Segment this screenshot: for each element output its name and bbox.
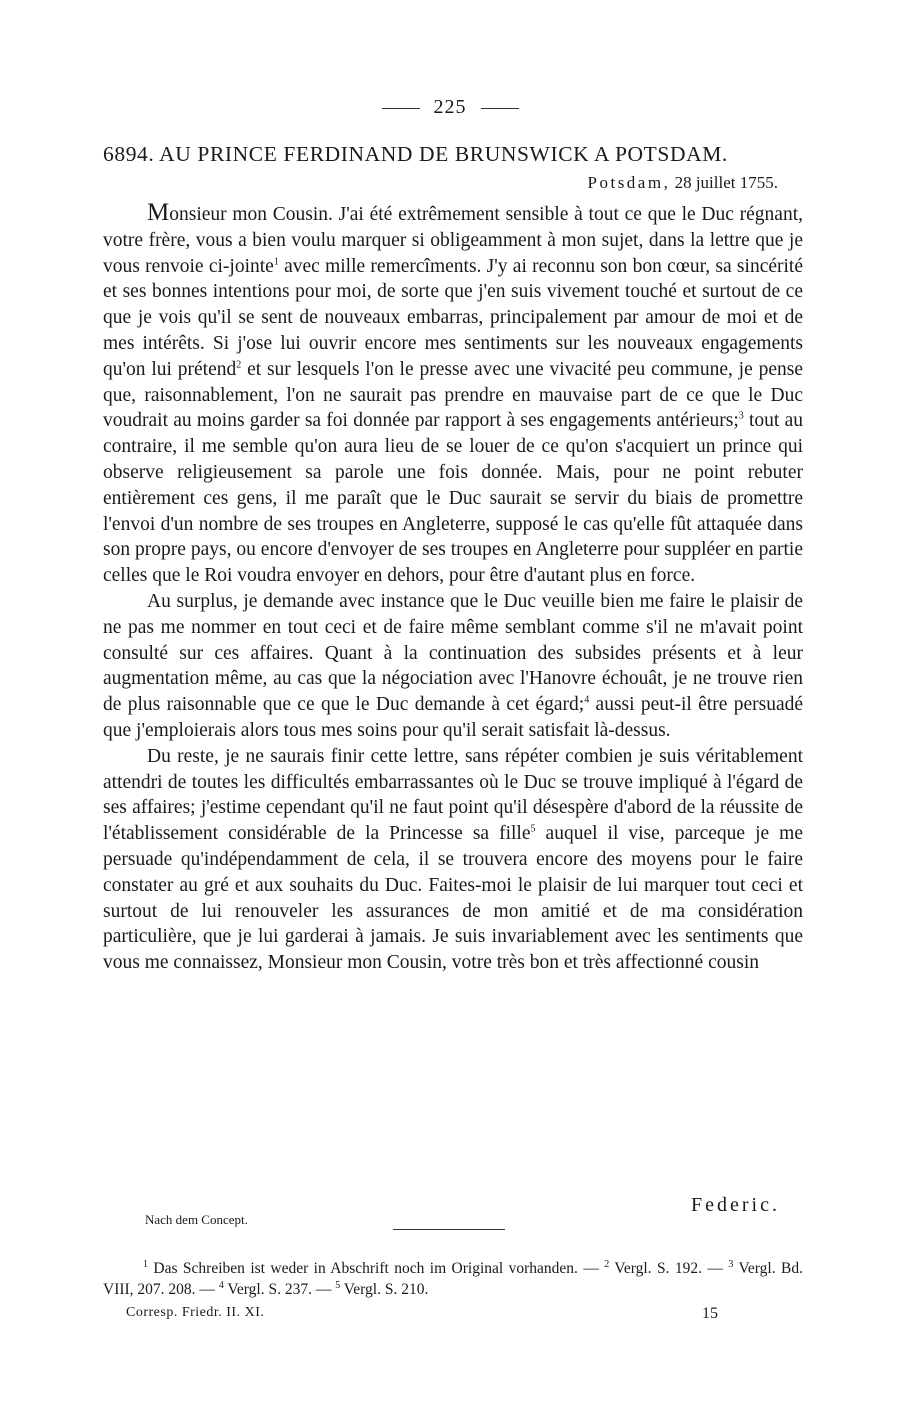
footnote-3-text: Vergl. Bd. VIII, 207. 208. — bbox=[103, 1260, 803, 1298]
paragraph-3-text-a: Du reste, je ne saurais finir cette lettre, sans répéter combien je suis véritablement attendri de toutes les difficultés embarrassantes où le Duc se trouve impliqué à l'égard de ses affaires; j'estime cependant qu'il ne faut point qu'il désespère d'abord de la réussite de l'établissement considérable de la Princesse sa fille bbox=[103, 745, 803, 845]
letter-heading: 6894. AU PRINCE FERDINAND DE BRUNSWICK A POTSDAM. bbox=[103, 142, 728, 166]
footnote-2-text: Vergl. S. 192. — bbox=[609, 1260, 729, 1277]
paragraph-1-text-c: et sur lesquels l'on le presse avec une vivacité peu commune, je pense que, raisonnablement, l'on ne saurait pas prendre en mauvaise part de ce que le Duc voudrait au moins garder sa foi donnée par rapport à ses engagements antérieurs; bbox=[103, 358, 803, 432]
footer-signature-right: 15 bbox=[702, 1305, 718, 1322]
footnote-ref-5: 5 bbox=[530, 823, 536, 835]
paragraph-2-text-b: aussi peut-il être persuadé que j'emploierais alors tous mes soins pour qu'il serait satisfait là-dessus. bbox=[103, 694, 804, 741]
paragraph-1-text-d: tout au contraire, il me semble qu'on aura lieu de se louer de ce qu'on s'acquiert un prince qui observe religieusement sa parole une fois donnée. Mais, pour ne point rebuter entièrement ces gens, il me paraît que le Duc saurait se servir du biais de promettre l'envoi d'un nombre de ses troupes en Angleterre, supposé le cas qu'elle fût attaquée dans son propre pays, ou encore d'envoyer de ses troupes en Angleterre pour suppléer en partie celles que le Roi voudra envoyer en dehors, pour être d'autant plus en force. bbox=[103, 410, 803, 587]
footnote-line bbox=[103, 1258, 803, 1300]
letter-body bbox=[103, 200, 803, 976]
footnotes bbox=[103, 1258, 803, 1300]
footnote-divider bbox=[393, 1229, 505, 1230]
footnote-4-text: Vergl. S. 237. — bbox=[223, 1281, 336, 1298]
page-number-rule-left bbox=[382, 108, 420, 109]
footnote-ref-2: 2 bbox=[236, 359, 242, 371]
footnote-marker-1: 1 bbox=[143, 1258, 148, 1270]
footnote-marker-3: 3 bbox=[728, 1258, 734, 1270]
paragraph-2-text-a: Au surplus, je demande avec instance que le Duc veuille bien me faire le plaisir de ne pas me nommer en tout ceci et de faire même semblant comme s'il ne m'avait point consulté sur ces affaires. Quant à la continuation des subsides présents et à leur augmentation même, au cas que la négociation avec l'Hanovre échouât, je ne trouve rien de plus raisonnable que ce que le Duc demande à cet égard; bbox=[103, 590, 803, 716]
page-number-rule-right bbox=[481, 108, 519, 109]
footer-signature-left: Corresp. Friedr. II. XI. bbox=[126, 1305, 265, 1320]
footnote-ref-3: 3 bbox=[738, 410, 744, 422]
footnote-ref-1: 1 bbox=[273, 256, 279, 268]
source-note: Nach dem Concept. bbox=[145, 1212, 248, 1227]
place: Potsdam, bbox=[587, 173, 671, 192]
paragraph-3-text-b: auquel il vise, parceque je me persuade qu'indépendamment de cela, il se trouvera encore des moyens pour le faire constater au gré et aux souhaits du Duc. Faites-moi le plaisir de lui marquer tout ceci et surtout de lui renouveler les assurances de mon amitié et de ma considération particulière, que je lui garderai à jamais. Je suis invariablement avec les sentiments que vous me connaissez, Monsieur mon Cousin, votre très bon et très affectionné cousin bbox=[103, 823, 803, 974]
page-number-text: 225 bbox=[433, 96, 467, 118]
paragraph-1 bbox=[103, 200, 803, 589]
place-date bbox=[588, 173, 778, 193]
footnote-marker-2: 2 bbox=[604, 1258, 610, 1270]
paragraph-1-text-a: onsieur mon Cousin. J'ai été extrêmement sensible à tout ce que le Duc régnant, votre frère, vous a bien voulu marquer si obligeamment à mon sujet, dans la lettre que je vous renvoie ci-jointe bbox=[103, 204, 803, 277]
footnote-1-text: Das Schreiben ist weder in Abschrift noch im Original vorhanden. — bbox=[148, 1260, 605, 1277]
dropcap: M bbox=[147, 199, 170, 226]
page-number bbox=[0, 96, 900, 119]
footnote-ref-4: 4 bbox=[584, 694, 590, 706]
footnote-5-text: Vergl. S. 210. bbox=[340, 1281, 429, 1298]
date: 28 juillet 1755. bbox=[674, 173, 778, 192]
footnote-marker-4: 4 bbox=[218, 1279, 224, 1291]
signature: Federic. bbox=[691, 1194, 780, 1216]
paragraph-2 bbox=[103, 589, 803, 744]
paragraph-3 bbox=[103, 744, 803, 976]
footnote-marker-5: 5 bbox=[335, 1279, 341, 1291]
paragraph-1-text-b: avec mille remercîments. J'y ai reconnu son bon cœur, sa sincérité et ses bonnes intentions pour moi, de sorte que j'en suis vivement touché et surtout de ce que je vois qu'il se sent de nouveaux embarras, principalement par amour de moi et de mes intérêts. Si j'ose lui ouvrir encore mes sentiments sur les nouveaux engagements qu'on lui prétend bbox=[103, 255, 803, 380]
